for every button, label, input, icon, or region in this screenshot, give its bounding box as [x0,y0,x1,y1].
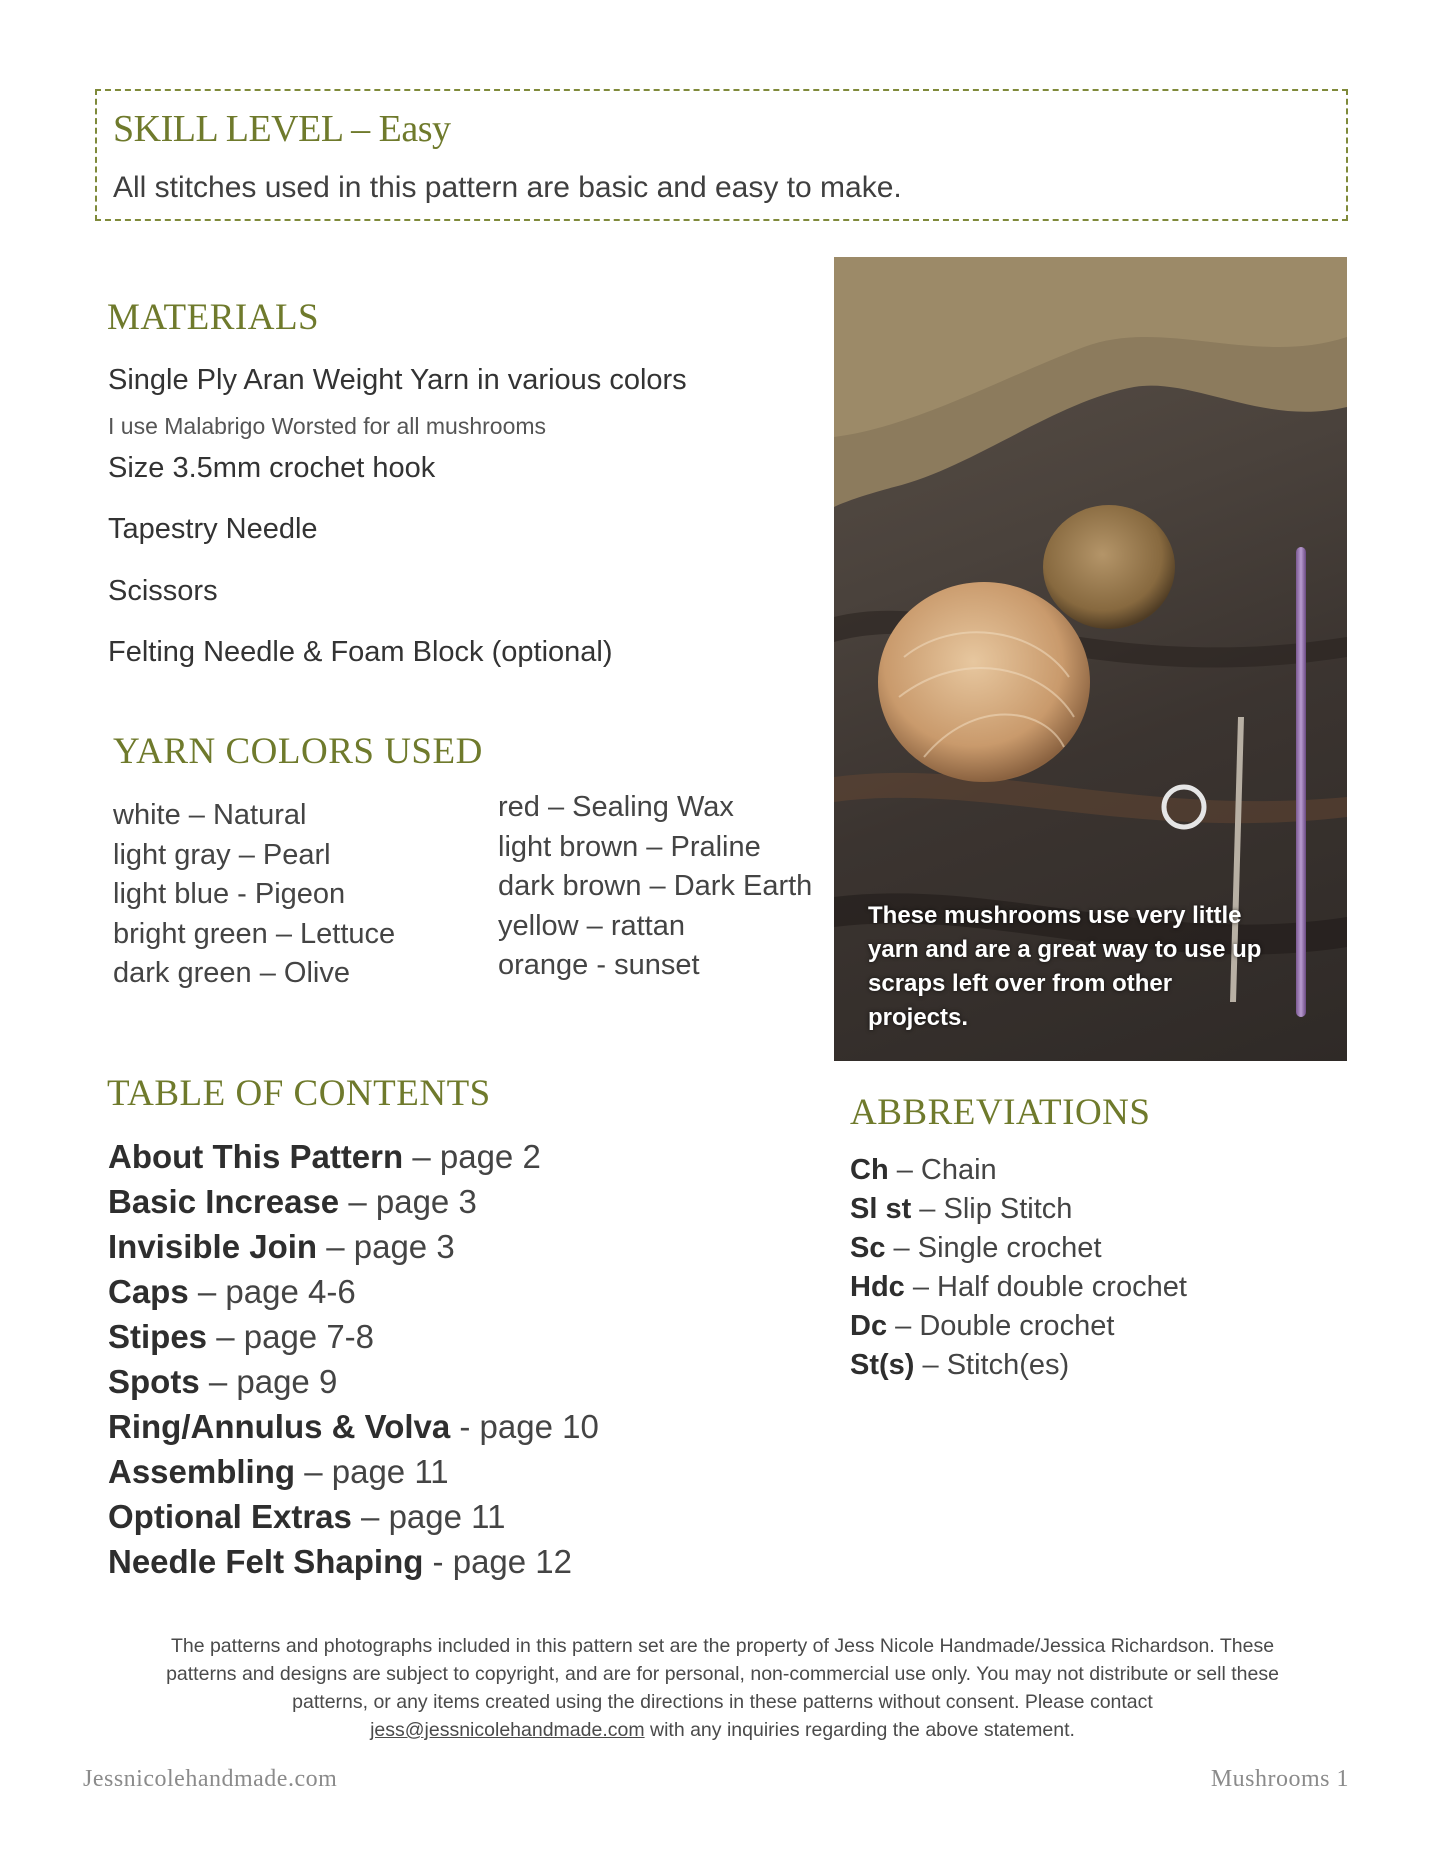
wood-grain [834,773,1347,823]
material-item: Felting Needle & Foam Block (optional) [108,636,613,668]
toc-heading: TABLE OF CONTENTS [107,1073,491,1114]
toc-entry-page: – page 2 [403,1138,541,1175]
toc-entry-title: Caps [108,1273,189,1310]
copyright-line: patterns and designs are subject to copyright, and are for personal, non-commercial use only. You may not distribute or sell these [166,1663,1279,1685]
material-item: Size 3.5mm crochet hook [108,452,436,484]
abbreviation-entry [850,1349,1069,1382]
abbreviation-meaning: – Chain [888,1154,997,1186]
abbreviation-entry [850,1310,1114,1343]
toc-entry[interactable] [108,1408,599,1446]
yarn-color-item: light brown – Praline [498,830,761,863]
abbreviations-heading: ABBREVIATIONS [850,1092,1151,1133]
abbreviation-key: Sc [850,1232,886,1264]
toc-entry-title: Optional Extras [108,1498,352,1535]
abbreviation-meaning: – Slip Stitch [911,1193,1073,1225]
toc-entry[interactable] [108,1183,477,1221]
yarn-color-item: white – Natural [113,799,307,831]
yarn-color-item: dark green – Olive [113,957,350,989]
yarn-color-item: light blue - Pigeon [113,878,346,910]
abbreviation-entry [850,1193,1072,1226]
crochet-hook [1296,547,1306,1017]
copyright-notice [95,1632,1350,1744]
yarn-color-item: yellow – rattan [498,909,685,942]
abbreviation-key: St(s) [850,1349,915,1381]
materials-heading: MATERIALS [107,297,320,338]
abbreviation-meaning: – Double crochet [887,1310,1115,1342]
skill-level-title: SKILL LEVEL – Easy [113,108,451,150]
abbreviation-meaning: – Stitch(es) [914,1349,1070,1381]
toc-entry-page: - page 12 [423,1543,573,1580]
toc-entry-page: – page 11 [351,1498,506,1535]
yarn-colors-left-list [113,796,395,994]
toc-entry[interactable] [108,1453,449,1491]
material-yarn: Single Ply Aran Weight Yarn in various colors [108,364,687,396]
toc-entry[interactable] [108,1498,505,1536]
toc-entry[interactable] [108,1273,356,1311]
yarn-color-item: light gray – Pearl [113,838,331,871]
footer-page-label: Mushrooms 1 [1210,1766,1349,1792]
yarn-colors-right-list [498,788,812,986]
abbreviation-entry [850,1154,997,1187]
toc-entry-title: Stipes [108,1318,208,1355]
abbreviation-entry [850,1232,1102,1265]
yarn-color-item: dark brown – Dark Earth [498,870,813,902]
abbreviation-key: Ch [850,1154,889,1186]
contact-email-link[interactable]: jess@jessnicolehandmade.com [370,1719,645,1741]
toc-entry-title: Invisible Join [108,1228,318,1265]
toc-entry[interactable] [108,1318,374,1356]
yarn-ball-dark [1043,505,1175,629]
yarn-color-item: orange - sunset [498,949,700,981]
toc-entry-title: Basic Increase [108,1183,340,1220]
yarn-photo [834,257,1347,1061]
copyright-line: The patterns and photographs included in this pattern set are the property of Jess Nicole Handmade/Jessica Richardson. These [170,1635,1275,1657]
toc-entry-page: – page 4-6 [188,1273,356,1310]
abbreviation-meaning: – Single crochet [885,1232,1102,1264]
abbreviation-entry [850,1271,1187,1304]
skill-level-box [95,89,1348,221]
toc-entry-title: Spots [108,1363,200,1400]
photo-caption: These mushrooms use very little yarn and are a great way to use up scraps left over from other projects. [868,902,1262,1031]
abbreviation-meaning: – Half double crochet [904,1271,1187,1303]
copyright-line-rest: with any inquiries regarding the above statement. [644,1719,1075,1741]
toc-entry-page: – page 9 [199,1363,338,1400]
abbreviation-key: Dc [850,1310,888,1342]
toc-entry[interactable] [108,1138,541,1176]
toc-entry[interactable] [108,1363,337,1401]
toc-entry-page: – page 7-8 [207,1318,375,1355]
abbreviation-key: Hdc [850,1271,905,1303]
toc-entry-page: – page 11 [295,1453,449,1490]
material-item: Tapestry Needle [108,513,318,545]
yarn-color-item: red – Sealing Wax [498,791,734,823]
copyright-line: patterns, or any items created using the directions in these patterns without consent. Please contact [292,1691,1153,1713]
material-item: Scissors [108,575,218,607]
toc-entry-page: – page 3 [317,1228,455,1265]
toc-entry[interactable] [108,1228,455,1266]
toc-entry-title: Needle Felt Shaping [108,1543,424,1580]
yarn-ball-light [878,582,1090,782]
yarn-colors-heading: YARN COLORS USED [113,731,483,772]
copyright-line [95,1716,1350,1744]
toc-entry-title: Assembling [108,1453,296,1490]
material-yarn-note: I use Malabrigo Worsted for all mushrooms [108,413,547,439]
toc-entry-page: – page 3 [339,1183,477,1220]
toc-entry[interactable] [108,1543,572,1581]
toc-entry-title: About This Pattern [108,1138,404,1175]
yarn-color-item: bright green – Lettuce [113,917,396,950]
skill-level-description: All stitches used in this pattern are basic and easy to make. [113,171,902,204]
abbreviation-key: Sl st [850,1193,912,1225]
footer-website: Jessnicolehandmade.com [83,1766,338,1792]
toc-entry-page: - page 10 [450,1408,599,1445]
toc-entry-title: Ring/Annulus & Volva [108,1408,451,1445]
